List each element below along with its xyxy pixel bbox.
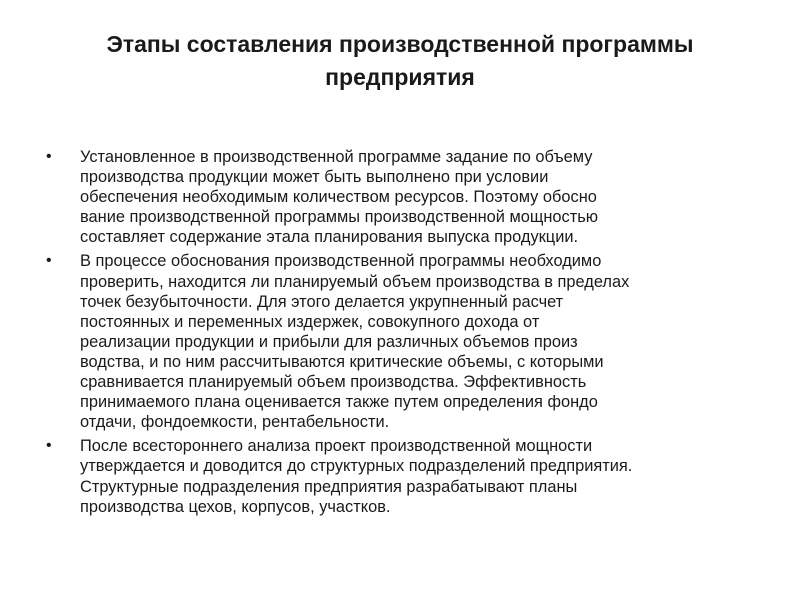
bullet-item — [46, 436, 746, 516]
bullet-line: отдачи, фондоемкости, рентабельности. — [80, 413, 390, 432]
bullet-item — [46, 147, 746, 247]
bullet-line: реализации продукции и прибыли для различных объемов произ — [80, 332, 578, 351]
bullet-line: сравнивается планируемый объем производства. Эффективность — [80, 373, 587, 392]
bullet-list — [46, 147, 746, 521]
bullet-text — [80, 251, 746, 432]
bullet-line: производства продукции может быть выполнено при условии — [80, 168, 549, 187]
bullet-line: После всестороннего анализа проект производственной мощности — [80, 437, 593, 456]
bullet-line: принимаемого плана оценивается также путем определения фондо — [80, 393, 598, 412]
bullet-icon: • — [46, 252, 52, 270]
slide-title-line: Этапы составления производственной программы — [106, 31, 694, 57]
bullet-line: производства цехов, корпусов, участков. — [80, 497, 391, 516]
bullet-line: Установленное в производственной программе задание по объему — [80, 148, 593, 166]
slide-title — [60, 28, 740, 94]
bullet-icon: • — [46, 148, 52, 165]
bullet-line: постоянных и переменных издержек, совокупного дохода от — [80, 312, 540, 331]
bullet-line: утверждается и доводится до структурных подразделений предприятия. — [80, 457, 633, 476]
bullet-icon: • — [46, 437, 52, 455]
bullet-line: водства, и по ним рассчитываются критические объемы, с которыми — [80, 352, 604, 371]
bullet-line: В процессе обоснования производственной программы необходимо — [80, 252, 602, 271]
bullet-line: Структурные подразделения предприятия разрабатывают планы — [80, 477, 578, 496]
bullet-text — [80, 436, 746, 516]
bullet-line: составляет содержание этала планирования выпуска продукции. — [80, 228, 579, 247]
bullet-line: вание производственной программы производственной мощностью — [80, 208, 599, 227]
bullet-line: обеспечения необходимым количеством ресурсов. Поэтому обосно — [80, 188, 597, 207]
bullet-item — [46, 251, 746, 432]
bullet-text — [80, 147, 746, 247]
bullet-line: проверить, находится ли планируемый объем производства в пределах — [80, 272, 630, 291]
slide-title-line: предприятия — [325, 64, 475, 90]
bullet-line: точек безубыточности. Для этого делается укрупненный расчет — [80, 292, 564, 311]
